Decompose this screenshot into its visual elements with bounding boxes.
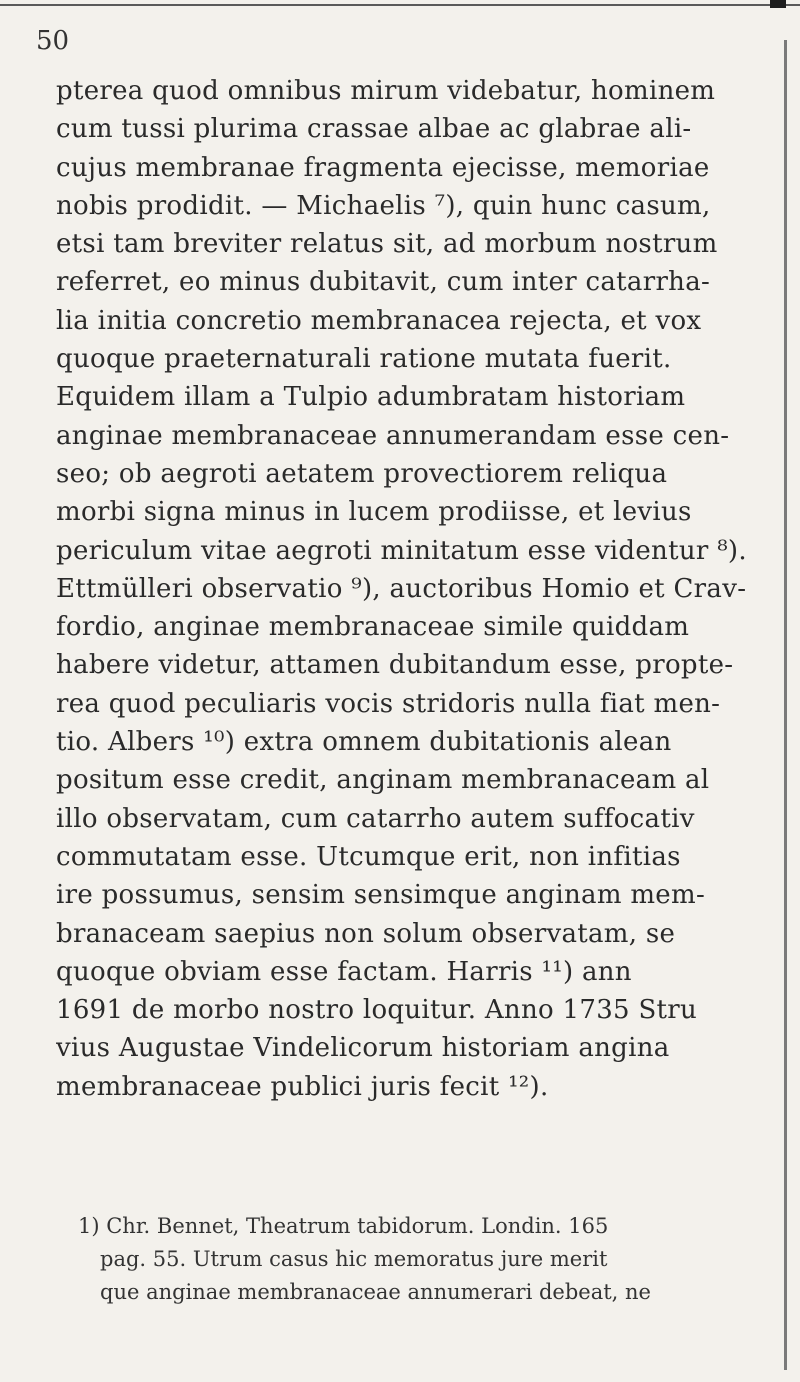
text-line: Equidem illam a Tulpio adumbratam historiam	[56, 382, 686, 413]
text-line: etsi tam breviter relatus sit, ad morbum nostrum	[56, 229, 718, 260]
body-text	[56, 72, 776, 1106]
footnote-line: 1) Chr. Bennet, Theatrum tabidorum. Londin. 165	[78, 1214, 609, 1238]
text-line: cujus membranae fragmenta ejecisse, memoriae	[56, 152, 710, 183]
text-line: vius Augustae Vindelicorum historiam angina	[56, 1033, 670, 1064]
text-line: lia initia concretio membranacea rejecta, et vox	[56, 305, 702, 336]
page-binding-edge	[784, 40, 787, 1370]
text-line: anginae membranaceae annumerandam esse cen-	[56, 420, 730, 451]
top-edge-mark	[770, 0, 786, 8]
footnotes	[78, 1210, 778, 1309]
text-line: fordio, anginae membranaceae simile quiddam	[56, 612, 690, 643]
text-line: quoque praeternaturali ratione mutata fuerit.	[56, 344, 672, 375]
text-line: quoque obviam esse factam. Harris ¹¹) ann	[56, 956, 632, 987]
page-number: 50	[36, 26, 70, 56]
footnote-line: pag. 55. Utrum casus hic memoratus jure merit	[100, 1247, 608, 1271]
text-line: branaceam saepius non solum observatam, se	[56, 918, 676, 949]
text-line: tio. Albers ¹⁰) extra omnem dubitationis alean	[56, 727, 672, 758]
text-line: positum esse credit, anginam membranaceam al	[56, 765, 710, 796]
top-rule	[0, 4, 800, 6]
text-line: habere videtur, attamen dubitandum esse, propte-	[56, 650, 734, 681]
text-line: membranaceae publici juris fecit ¹²).	[56, 1071, 549, 1102]
text-line: nobis prodidit. — Michaelis ⁷), quin hunc casum,	[56, 190, 711, 221]
text-line: commutatam esse. Utcumque erit, non infitias	[56, 841, 681, 872]
text-line: periculum vitae aegroti minitatum esse videntur ⁸).	[56, 535, 747, 566]
text-line: cum tussi plurima crassae albae ac glabrae ali-	[56, 114, 692, 145]
text-line: seo; ob aegroti aetatem provectiorem reliqua	[56, 458, 668, 489]
text-line: pterea quod omnibus mirum videbatur, hominem	[56, 76, 716, 106]
text-line: referret, eo minus dubitavit, cum inter catarrha-	[56, 267, 711, 298]
text-line: 1691 de morbo nostro loquitur. Anno 1735 Stru	[56, 995, 698, 1026]
text-line: illo observatam, cum catarrho autem suffocativ	[56, 803, 695, 834]
text-line: morbi signa minus in lucem prodiisse, et levius	[56, 497, 692, 528]
footnote-line: que anginae membranaceae annumerari debeat, ne	[100, 1280, 651, 1304]
text-line: ire possumus, sensim sensimque anginam mem-	[56, 880, 706, 911]
text-line: Ettmülleri observatio ⁹), auctoribus Homio et Crav-	[56, 573, 747, 604]
text-line: rea quod peculiaris vocis stridoris nulla fiat men-	[56, 688, 721, 719]
